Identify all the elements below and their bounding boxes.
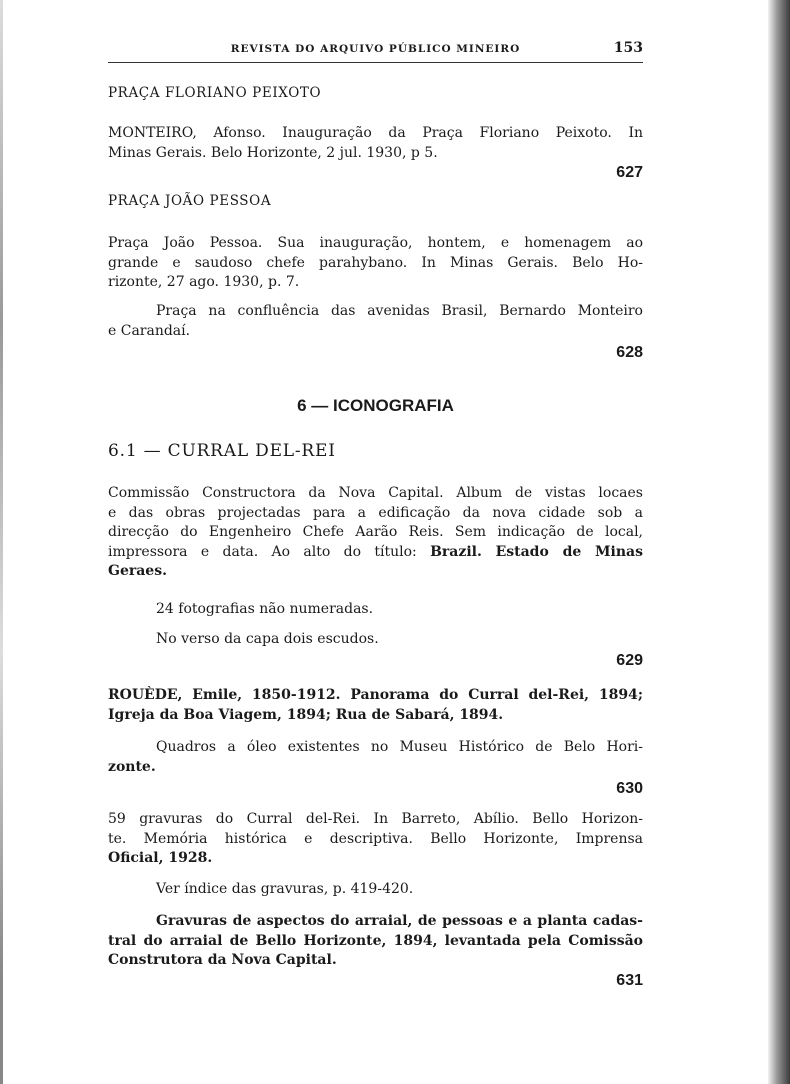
entry-line: direcção do Engenheiro Chefe Aarão Reis. Sem indicação de local, (108, 524, 643, 540)
entry-line: MONTEIRO, Afonso. Inauguração da Praça Floriano Peixoto. In (108, 125, 643, 141)
entry-line: Igreja da Boa Viagem, 1894; Rua de Sabará, 1894. (108, 706, 504, 723)
page-number: 153 (613, 40, 643, 56)
running-title: REVISTA DO ARQUIVO PÚBLICO MINEIRO (230, 43, 521, 55)
entry-631-note-1: Ver índice das gravuras, p. 419-420. (156, 881, 414, 897)
entry-line: te. Memória histórica e descriptiva. Bello Horizonte, Imprensa (108, 830, 643, 847)
entry-line: grande e saudoso chefe parahybano. In Minas Gerais. Belo Ho- (108, 254, 643, 271)
entry-line: Oficial, 1928. (108, 850, 213, 866)
entry-line: Geraes. (108, 563, 167, 579)
running-header (108, 40, 643, 60)
note-line: e Carandaí. (108, 322, 191, 339)
entry-line: e das obras projectadas para a edificação da nova cidade sob a (108, 504, 643, 521)
heading-praca-joao-pessoa: PRAÇA JOÃO PESSOA (108, 193, 272, 209)
subsection-title: 6.1 — CURRAL DEL-REI (108, 441, 336, 461)
entry-627 (108, 124, 643, 163)
entry-631 (108, 810, 643, 869)
entry-630 (108, 686, 643, 725)
entry-number-628: 628 (616, 344, 643, 361)
page-left-edge (0, 0, 3, 1084)
entry-line: Minas Gerais. Belo Horizonte, 2 jul. 1930, p 5. (108, 144, 438, 161)
entry-number-630: 630 (616, 780, 643, 797)
entry-629-note-2: No verso da capa dois escudos. (156, 631, 379, 647)
entry-628 (108, 234, 643, 293)
entry-line: Commissão Constructora da Nova Capital. Album de vistas locaes (108, 485, 643, 501)
entry-line: 59 gravuras do Curral del-Rei. In Barreto, Abílio. Bello Horizon- (108, 811, 643, 827)
entry-line: ROUÈDE, Emile, 1850-1912. Panorama do Curral del-Rei, 1894; (108, 687, 643, 703)
heading-praca-floriano-peixoto: PRAÇA FLORIANO PEIXOTO (108, 85, 322, 101)
header-rule (108, 62, 643, 63)
entry-629-note-1: 24 fotografias não numeradas. (156, 601, 374, 617)
entry-629 (108, 484, 643, 582)
entry-630-note: Quadros a óleo existentes no Museu Histórico de Belo Hori- zonte. (108, 739, 643, 775)
entry-line: rizonte, 27 ago. 1930, p. 7. (108, 274, 300, 290)
entry-line: impressora e data. Ao alto do título: Brazil. Estado de Minas (108, 543, 643, 560)
section-title: 6 — ICONOGRAFIA (297, 396, 454, 415)
entry-number-629: 629 (616, 652, 643, 669)
entry-631-note-2: Gravuras de aspectos do arraial, de pessoas e a planta cadas- tral do arraial de Bello Horizonte, 1894, levantada pela Comissão Construtora da Nova Capital. (108, 913, 643, 968)
entry-line: Praça João Pessoa. Sua inauguração, hontem, e homenagem ao (108, 235, 643, 251)
entry-number-631: 631 (616, 972, 643, 989)
entry-number-627: 627 (616, 164, 643, 181)
entry-628-note (108, 302, 643, 341)
note-line: Praça na confluência das avenidas Brasil, Bernardo Monteiro (156, 303, 643, 319)
book-spine-shadow (768, 0, 790, 1084)
